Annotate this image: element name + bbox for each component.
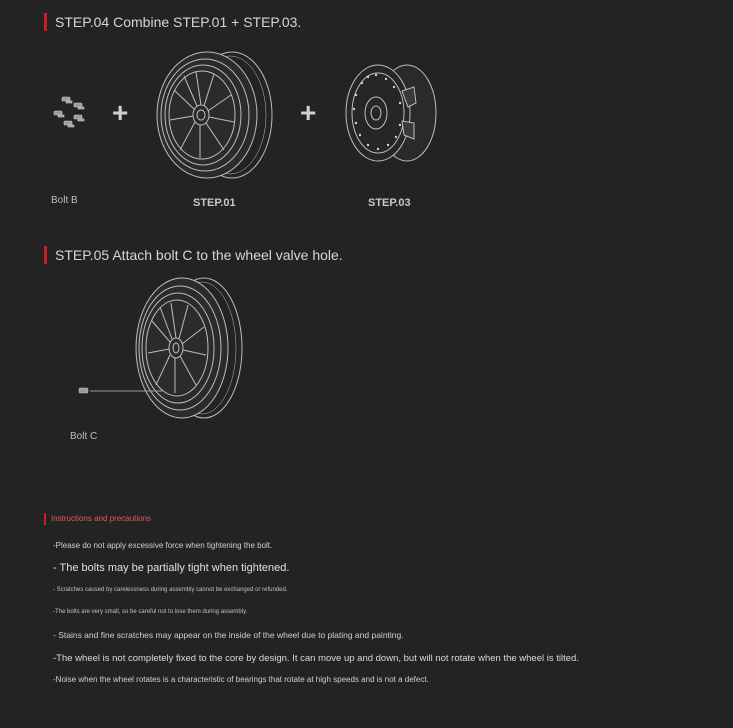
wheel-with-bolt-illustration	[76, 275, 246, 425]
plus-sign-2: +	[300, 97, 317, 128]
bolt-c-label: Bolt C	[70, 431, 98, 442]
note-6: -The wheel is not completely fixed to the core by design. It can move up and down, but will not rotate when the wheel is tilted.	[53, 653, 579, 664]
note-2: - The bolts may be partially tight when tightened.	[53, 562, 290, 574]
step03-label: STEP.03	[368, 197, 411, 209]
note-5: - Stains and fine scratches may appear on the inside of the wheel due to plating and painting.	[53, 630, 404, 640]
note-3: - Scratches caused by carelessness during assembly cannot be exchanged or refunded.	[53, 587, 288, 593]
note-7: -Noise when the wheel rotates is a characteristic of bearings that rotate at high speeds and is not a defect.	[53, 675, 429, 684]
plus-sign: +	[112, 97, 129, 128]
wheel-illustration	[152, 50, 282, 180]
precautions-title: Instructions and precautions	[44, 513, 151, 525]
note-1: -Please do not apply excessive force when tightening the bolt.	[53, 541, 273, 550]
bolt-b-icon	[52, 95, 92, 135]
note-4: -The bolts are very small, so be careful not to lose them during assembly.	[53, 609, 248, 615]
bolt-b-label: Bolt B	[51, 195, 78, 206]
step01-label: STEP.01	[193, 197, 236, 209]
step04-title: STEP.04 Combine STEP.01 + STEP.03.	[44, 13, 301, 31]
core-illustration	[342, 63, 442, 163]
step05-title: STEP.05 Attach bolt C to the wheel valve hole.	[44, 246, 343, 264]
